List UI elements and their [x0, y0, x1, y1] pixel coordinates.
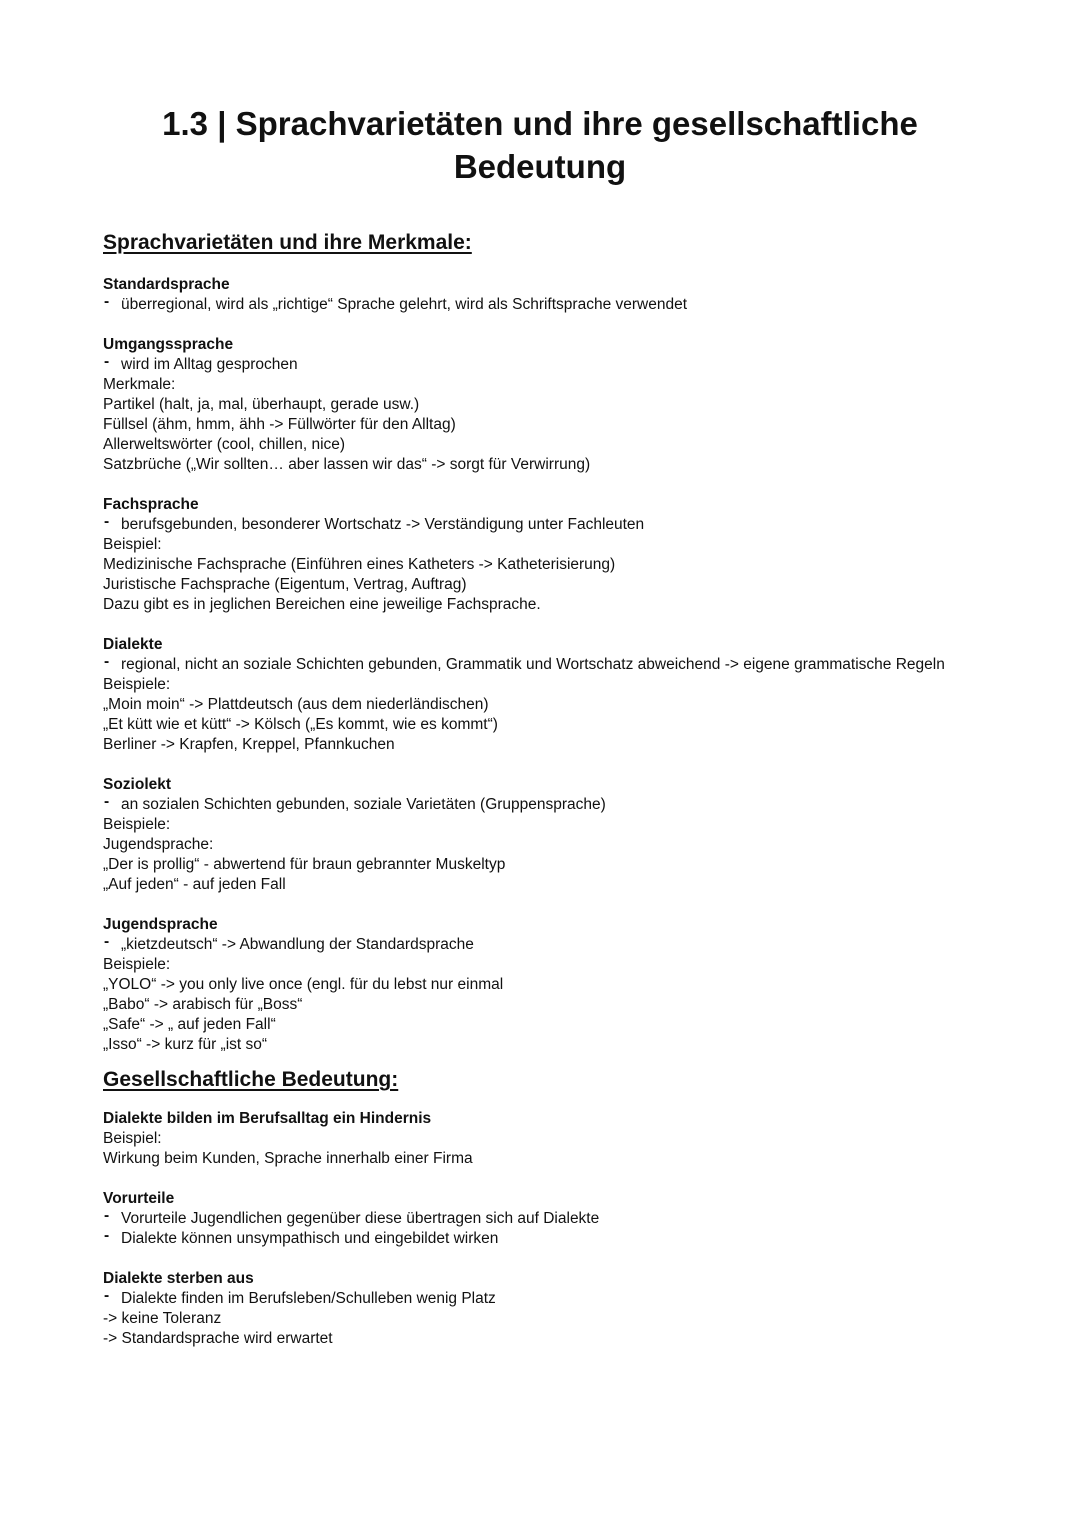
section-heading: Vorurteile	[103, 1190, 175, 1207]
text-line: „Der is prollig“ - abwertend für braun gebrannter Muskeltyp	[103, 856, 506, 873]
section-heading: Dialekte bilden im Berufsalltag ein Hindernis	[103, 1110, 432, 1127]
text-line: Allerweltswörter (cool, chillen, nice)	[103, 436, 346, 453]
section-heading: Jugendsprache	[103, 916, 218, 933]
text-line: Beispiel:	[103, 536, 162, 553]
section-heading: Dialekte sterben aus	[103, 1270, 254, 1287]
text-line: „Isso“ -> kurz für „ist so“	[103, 1036, 268, 1053]
section-heading: Standardsprache	[103, 276, 230, 293]
section-berufsalltag-hindernis	[103, 1109, 1003, 1169]
text-line: Beispiele:	[103, 816, 171, 833]
text-line: Medizinische Fachsprache (Einführen eines Katheters -> Katheterisierung)	[103, 556, 616, 573]
text-line: „Et kütt wie et kütt“ -> Kölsch („Es kommt, wie es kommt“)	[103, 716, 498, 733]
text-line: „Moin moin“ -> Plattdeutsch (aus dem niederländischen)	[103, 696, 489, 713]
text-line: „YOLO“ -> you only live once (engl. für du lebst nur einmal	[103, 976, 504, 993]
section-dialekte	[103, 635, 1003, 755]
section-umgangssprache	[103, 335, 1003, 475]
document-body	[103, 229, 1003, 1349]
bullet-item: - regional, nicht an soziale Schichten gebunden, Grammatik und Wortschatz abweichend -> eigene grammatische Regeln	[103, 655, 951, 675]
heading-sprachvarietaeten: Sprachvarietäten und ihre Merkmale:	[103, 231, 472, 254]
bullet-item: - an sozialen Schichten gebunden, soziale Varietäten (Gruppensprache)	[103, 795, 1003, 815]
text-line: Beispiele:	[103, 676, 171, 693]
text-line: Merkmale:	[103, 376, 176, 393]
text-line: Beispiel:	[103, 1130, 162, 1147]
section-heading: Umgangssprache	[103, 336, 234, 353]
section-heading: Soziolekt	[103, 776, 172, 793]
bullet-item: - überregional, wird als „richtige“ Sprache gelehrt, wird als Schriftsprache verwendet	[103, 295, 1003, 315]
page-title	[0, 102, 1080, 188]
text-line: -> Standardsprache wird erwartet	[103, 1330, 333, 1347]
title-line-2: Bedeutung	[453, 148, 627, 185]
bullet-item: - Dialekte können unsympathisch und eingebildet wirken	[103, 1229, 1003, 1249]
bullet-item: - Vorurteile Jugendlichen gegenüber diese übertragen sich auf Dialekte	[103, 1209, 1003, 1229]
bullet-item: - Dialekte finden im Berufsleben/Schulleben wenig Platz	[103, 1289, 1003, 1309]
text-line: Satzbrüche („Wir sollten… aber lassen wir das“ -> sorgt für Verwirrung)	[103, 456, 591, 473]
section-dialekte-sterben-aus	[103, 1269, 1003, 1349]
section-vorurteile	[103, 1189, 1003, 1249]
bullet-item: - „kietzdeutsch“ -> Abwandlung der Standardsprache	[103, 935, 1003, 955]
text-line: Berliner -> Krapfen, Kreppel, Pfannkuchen	[103, 736, 395, 753]
text-line: -> keine Toleranz	[103, 1310, 222, 1327]
text-line: „Babo“ -> arabisch für „Boss“	[103, 996, 303, 1013]
section-standardsprache	[103, 275, 1003, 315]
section-heading: Dialekte	[103, 636, 163, 653]
section-heading: Fachsprache	[103, 496, 199, 513]
text-line: Juristische Fachsprache (Eigentum, Vertrag, Auftrag)	[103, 576, 467, 593]
section-jugendsprache	[103, 915, 1003, 1055]
section-fachsprache	[103, 495, 1003, 615]
text-line: Dazu gibt es in jeglichen Bereichen eine jeweilige Fachsprache.	[103, 596, 541, 613]
text-line: Wirkung beim Kunden, Sprache innerhalb einer Firma	[103, 1150, 473, 1167]
text-line: Beispiele:	[103, 956, 171, 973]
text-line: Jugendsprache:	[103, 836, 214, 853]
text-line: „Auf jeden“ - auf jeden Fall	[103, 876, 286, 893]
heading-gesellschaftliche-bedeutung: Gesellschaftliche Bedeutung:	[103, 1068, 399, 1091]
section-soziolekt	[103, 775, 1003, 895]
text-line: Füllsel (ähm, hmm, ähh -> Füllwörter für den Alltag)	[103, 416, 456, 433]
bullet-item: - wird im Alltag gesprochen	[103, 355, 1003, 375]
title-line-1: 1.3 | Sprachvarietäten und ihre gesellschaftliche	[162, 105, 918, 142]
text-line: Partikel (halt, ja, mal, überhaupt, gerade usw.)	[103, 396, 420, 413]
text-line: „Safe“ -> „ auf jeden Fall“	[103, 1016, 276, 1033]
bullet-item: - berufsgebunden, besonderer Wortschatz -> Verständigung unter Fachleuten	[103, 515, 1003, 535]
